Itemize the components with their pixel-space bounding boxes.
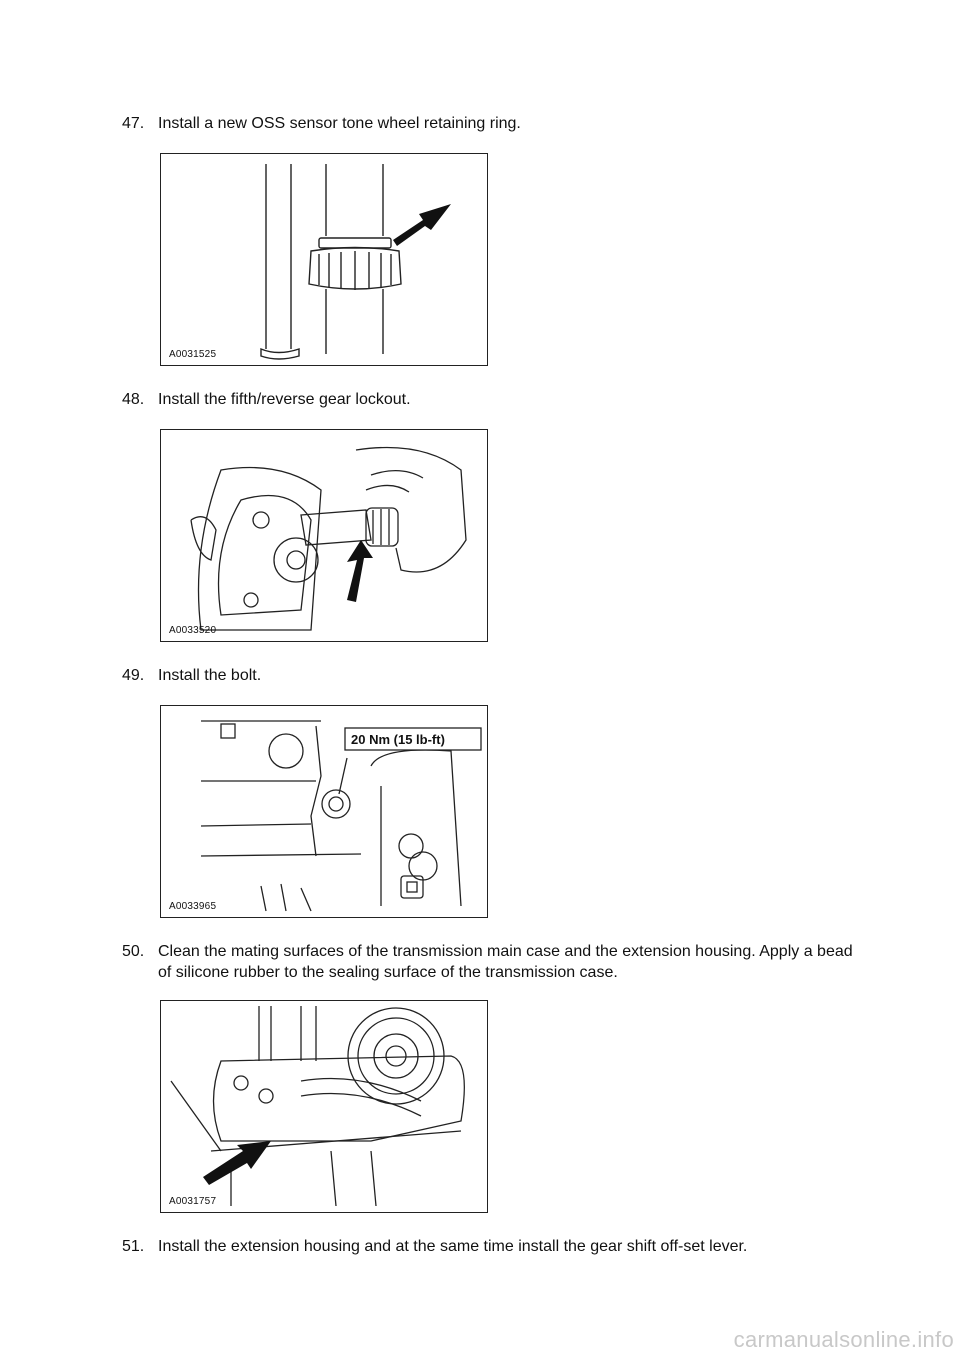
illustration-main-case (161, 1001, 487, 1212)
figure-gear-lockout (160, 429, 488, 642)
figure-id: A0033520 (169, 625, 217, 636)
watermark: carmanualsonline.info (733, 1327, 954, 1352)
figure-id: A0031757 (169, 1196, 217, 1207)
step-number: 50. (122, 943, 145, 960)
illustration-bolt (161, 706, 487, 917)
step-number: 49. (122, 667, 145, 684)
step-text: Install a new OSS sensor tone wheel retaining ring. (158, 115, 521, 132)
illustration-shaft-ring (161, 154, 487, 365)
figure-id: A0031525 (169, 349, 217, 360)
figure-id: A0033965 (169, 901, 217, 912)
step-text: Install the bolt. (158, 667, 262, 684)
torque-callout: 20 Nm (15 lb-ft) (351, 732, 445, 747)
step-number: 48. (122, 391, 145, 408)
figure-silicone-bead (160, 1000, 488, 1213)
figure-bolt-torque (160, 705, 488, 918)
figure-tone-wheel-ring (160, 153, 488, 366)
step-text: Clean the mating surfaces of the transmission main case and the extension housing. Apply a bead of silicone rubber to the sealing surface of the transmission case. (158, 943, 853, 981)
step-number: 51. (122, 1238, 145, 1255)
step-text: Install the fifth/reverse gear lockout. (158, 391, 411, 408)
step-text: Install the extension housing and at the same time install the gear shift off-set lever. (158, 1238, 748, 1255)
illustration-lockout (161, 430, 487, 641)
step-number: 47. (122, 115, 145, 132)
